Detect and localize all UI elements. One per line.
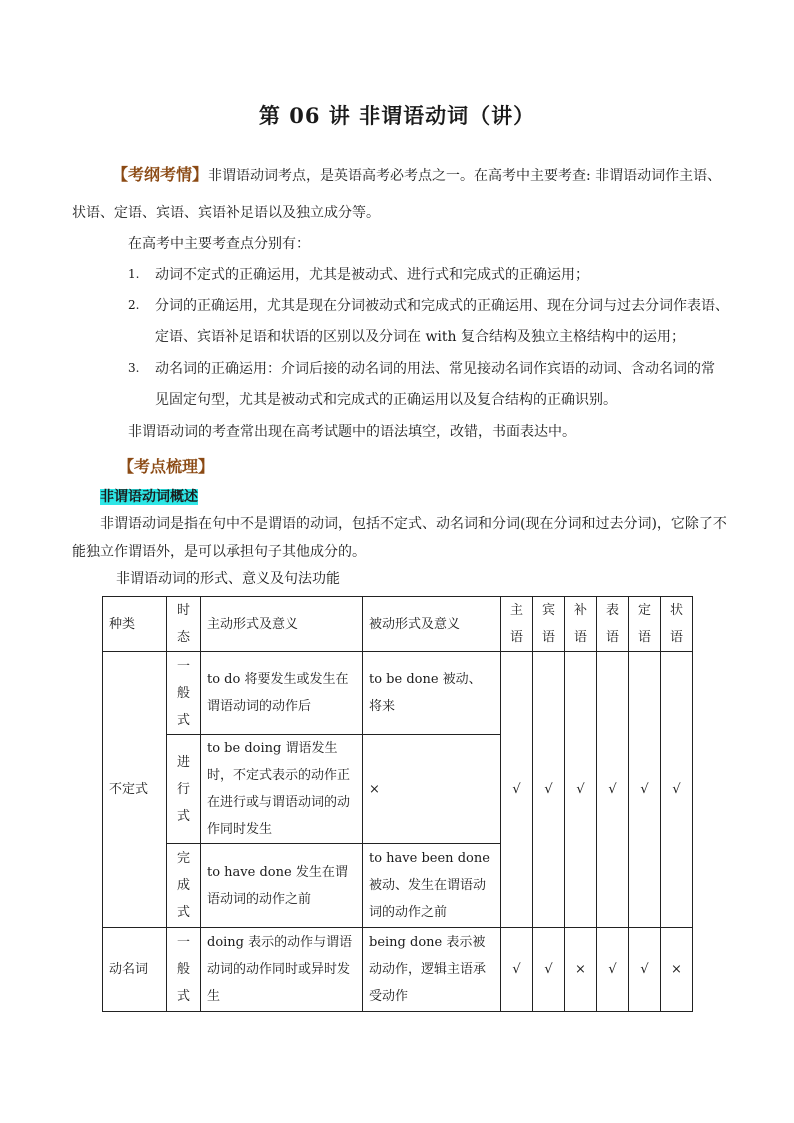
- header-subject-cell: [501, 597, 533, 652]
- tense-cell: [167, 652, 201, 735]
- page-title: 第 06 讲 非谓语动词（讲）: [258, 103, 536, 128]
- sort-heading: [118, 457, 214, 478]
- header-tense-cell: [167, 597, 201, 652]
- gerund-adverbial-mark: ×: [661, 928, 693, 1012]
- gerund-kind: 动名词: [103, 928, 167, 1012]
- sort-tag: 【考点梳理】: [118, 457, 215, 476]
- header-object-cell: [533, 597, 565, 652]
- para-line-1: 非谓语动词是指在句中不是谓语的动词，包括不定式、动名词和分词(现在分词和过去分词)，它除了不: [100, 516, 727, 532]
- header-adverbial: 状语: [669, 603, 683, 645]
- header-predicative-cell: [597, 597, 629, 652]
- point-1-line-1: 动词不定式的正确运用，尤其是被动式、进行式和完成式的正确运用；: [155, 267, 589, 283]
- header-complement: 补语: [573, 603, 587, 645]
- gerund-subject-mark: √: [501, 928, 533, 1012]
- tense-cell: [167, 735, 201, 844]
- exam-line-1: [112, 165, 721, 186]
- header-active: 主动形式及意义: [201, 597, 363, 652]
- tense-cell: [167, 844, 201, 928]
- header-subject: 主语: [509, 603, 523, 645]
- header-complement-cell: [565, 597, 597, 652]
- passive-form: being done 表示被动动作，逻辑主语承受动作: [363, 928, 501, 1012]
- header-adverbial-cell: [661, 597, 693, 652]
- infinitive-object-mark: √: [533, 652, 565, 928]
- subheading-line: [100, 487, 198, 507]
- point-number: 2.: [128, 298, 140, 312]
- active-form: to be doing 谓语发生时，不定式表示的动作正在进行或与谓语动词的动作同时发生: [201, 735, 363, 844]
- tense-label: 一般式: [176, 935, 190, 1004]
- passive-form: to have been done 被动、发生在谓语动词的动作之前: [363, 844, 501, 928]
- gerund-complement-mark: ×: [565, 928, 597, 1012]
- active-form: to have done 发生在谓语动词的动作之前: [201, 844, 363, 928]
- exam-closing: 非谓语动词的考查常出现在高考试题中的语法填空，改错，书面表达中。: [128, 424, 576, 440]
- table-caption: 非谓语动词的形式、意义及句法功能: [116, 571, 340, 587]
- infinitive-predicative-mark: √: [597, 652, 629, 928]
- infinitive-complement-mark: √: [565, 652, 597, 928]
- active-form: to do 将要发生或发生在谓语动词的动作后: [201, 652, 363, 735]
- passive-form: to be done 被动、将来: [363, 652, 501, 735]
- infinitive-kind: 不定式: [103, 652, 167, 928]
- header-predicative: 表语: [605, 603, 619, 645]
- header-kind: 种类: [103, 597, 167, 652]
- point-number: 1.: [128, 267, 140, 281]
- infinitive-adverbial-mark: √: [661, 652, 693, 928]
- active-form: doing 表示的动作与谓语动词的动作同时或异时发生: [201, 928, 363, 1012]
- passive-form: ×: [363, 735, 501, 844]
- infinitive-attributive-mark: √: [629, 652, 661, 928]
- exam-text-1: 非谓语动词考点，是英语高考必考点之一。在高考中主要考查: 非谓语动词作主语、: [208, 168, 722, 184]
- point-3-line-1: 动名词的正确运用：介词后接的动名词的用法、常见接动名词作宾语的动词、含动名词的常: [155, 361, 715, 377]
- point-number: 3.: [128, 361, 140, 375]
- infinitive-subject-mark: √: [501, 652, 533, 928]
- tense-cell: [167, 928, 201, 1012]
- table-row: [103, 652, 693, 735]
- header-object: 宾语: [541, 603, 555, 645]
- header-passive: 被动形式及意义: [363, 597, 501, 652]
- table-row: [103, 928, 693, 1012]
- tense-label: 进行式: [176, 754, 190, 824]
- para-line-2: 能独立作谓语外，是可以承担句子其他成分的。: [72, 544, 366, 560]
- point-2-line-2: 定语、宾语补足语和状语的区别以及分词在 with 复合结构及独立主格结构中的运用；: [155, 329, 686, 345]
- point-2-line-1: 分词的正确运用，尤其是现在分词被动式和完成式的正确运用、现在分词与过去分词作表语、: [155, 298, 729, 314]
- header-row: [103, 597, 693, 652]
- non-finite-verbs-table: [102, 596, 693, 1012]
- header-attributive: 定语: [637, 603, 651, 645]
- subheading-highlight: 非谓语动词概述: [100, 489, 198, 505]
- header-tense: 时态: [176, 603, 190, 645]
- gerund-attributive-mark: √: [629, 928, 661, 1012]
- header-attributive-cell: [629, 597, 661, 652]
- tense-label: 完成式: [176, 851, 190, 920]
- gerund-object-mark: √: [533, 928, 565, 1012]
- exam-tag: 【考纲考情】: [112, 165, 209, 184]
- point-3-line-2: 见固定句型，尤其是被动式和完成式的正确运用以及复合结构的正确识别。: [155, 392, 617, 408]
- gerund-predicative-mark: √: [597, 928, 629, 1012]
- tense-label: 一般式: [176, 658, 190, 728]
- exam-intro: 在高考中主要考查点分别有：: [128, 236, 310, 252]
- exam-line-2: 状语、定语、宾语、宾语补足语以及独立成分等。: [72, 205, 380, 221]
